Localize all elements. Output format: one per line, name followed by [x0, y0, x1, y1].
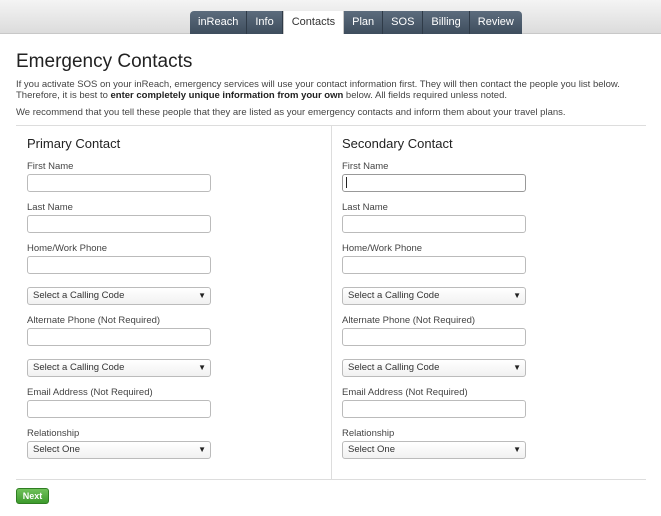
secondary-last-name-label: Last Name — [342, 202, 388, 213]
primary-first-name-input[interactable] — [27, 174, 211, 192]
primary-relationship-select[interactable] — [27, 441, 211, 459]
secondary-alt-phone-input[interactable] — [342, 328, 526, 346]
primary-home-phone-input[interactable] — [27, 256, 211, 274]
chevron-down-icon: ▼ — [513, 291, 521, 300]
primary-relationship-value: Select One — [33, 444, 80, 455]
secondary-alt-calling-code-select[interactable] — [342, 359, 526, 377]
chevron-down-icon: ▼ — [198, 445, 206, 454]
secondary-alt-phone-label: Alternate Phone (Not Required) — [342, 315, 476, 326]
primary-first-name-label: First Name — [27, 161, 74, 172]
tab-billing[interactable]: Billing — [423, 11, 469, 34]
wizard-tabs — [190, 11, 522, 34]
intro-text-end: below. All fields required unless noted. — [343, 90, 508, 101]
primary-contact-title: Primary Contact — [27, 136, 121, 151]
secondary-email-input[interactable] — [342, 400, 526, 418]
section-divider-bottom — [16, 479, 646, 480]
tab-inreach[interactable]: inReach — [190, 11, 247, 34]
tab-info[interactable]: Info — [247, 11, 282, 34]
primary-email-input[interactable] — [27, 400, 211, 418]
tab-sos[interactable]: SOS — [383, 11, 423, 34]
chevron-down-icon: ▼ — [198, 363, 206, 372]
primary-home-phone-label: Home/Work Phone — [27, 243, 108, 254]
secondary-first-name-label: First Name — [342, 161, 389, 172]
secondary-relationship-value: Select One — [348, 444, 395, 455]
primary-home-calling-code-value: Select a Calling Code — [33, 290, 125, 301]
primary-alt-calling-code-value: Select a Calling Code — [33, 362, 125, 373]
primary-last-name-label: Last Name — [27, 202, 73, 213]
tab-contacts[interactable]: Contacts — [283, 11, 344, 34]
chevron-down-icon: ▼ — [513, 445, 521, 454]
tab-plan[interactable]: Plan — [344, 11, 383, 34]
secondary-last-name-input[interactable] — [342, 215, 526, 233]
primary-alt-phone-label: Alternate Phone (Not Required) — [27, 315, 161, 326]
primary-alt-calling-code-select[interactable] — [27, 359, 211, 377]
intro-text-emphasis: enter completely unique information from your own — [110, 90, 344, 101]
secondary-email-label: Email Address (Not Required) — [342, 387, 468, 398]
primary-last-name-input[interactable] — [27, 215, 211, 233]
primary-home-calling-code-select[interactable] — [27, 287, 211, 305]
secondary-home-calling-code-select[interactable] — [342, 287, 526, 305]
text-cursor — [346, 177, 347, 188]
top-bar — [0, 0, 661, 34]
column-divider — [331, 126, 332, 479]
secondary-home-phone-label: Home/Work Phone — [342, 243, 423, 254]
secondary-first-name-wrapper — [342, 174, 526, 192]
secondary-home-calling-code-value: Select a Calling Code — [348, 290, 440, 301]
chevron-down-icon: ▼ — [513, 363, 521, 372]
next-button[interactable]: Next — [16, 488, 49, 504]
secondary-relationship-label: Relationship — [342, 428, 395, 439]
secondary-alt-calling-code-value: Select a Calling Code — [348, 362, 440, 373]
secondary-first-name-input[interactable] — [342, 174, 526, 192]
secondary-contact-title: Secondary Contact — [342, 136, 453, 151]
primary-email-label: Email Address (Not Required) — [27, 387, 153, 398]
secondary-home-phone-input[interactable] — [342, 256, 526, 274]
primary-alt-phone-input[interactable] — [27, 328, 211, 346]
secondary-relationship-select[interactable] — [342, 441, 526, 459]
tab-review[interactable]: Review — [470, 11, 522, 34]
recommendation-note: We recommend that you tell these people that they are listed as your emergency contacts and inform them about your travel plans. — [16, 107, 566, 118]
chevron-down-icon: ▼ — [198, 291, 206, 300]
intro-text — [16, 79, 656, 101]
intro-text-start: If you activate SOS on your inReach, emergency services will use your contact information first. They will then contact the people you list below. Therefore, it is best to — [16, 79, 620, 101]
page-title: Emergency Contacts — [16, 51, 193, 72]
primary-relationship-label: Relationship — [27, 428, 80, 439]
